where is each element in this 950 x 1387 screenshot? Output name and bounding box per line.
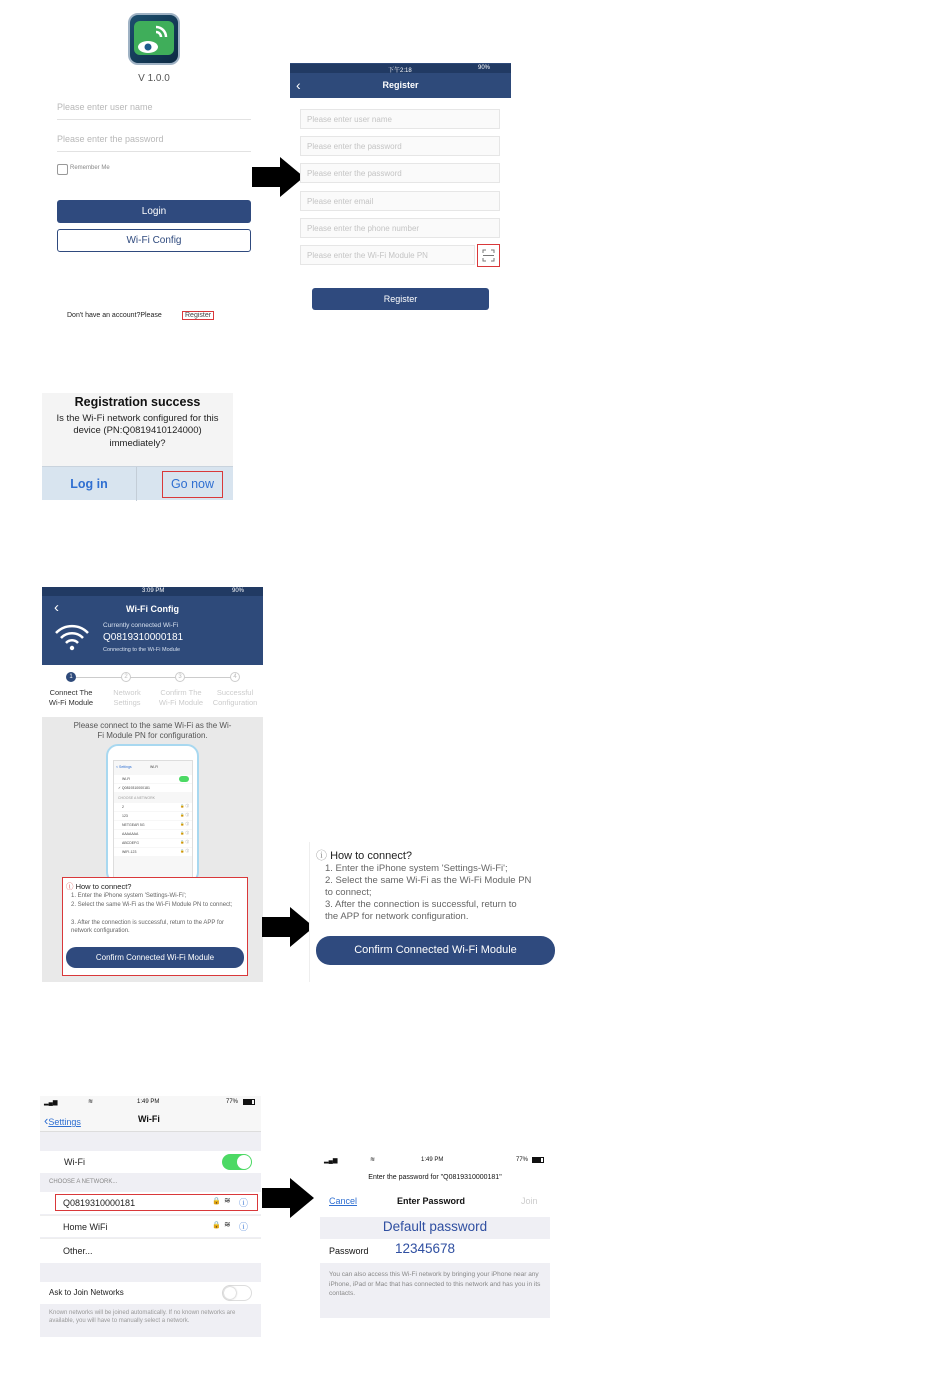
step-line (71, 677, 235, 678)
zoom-step2b: to connect; (325, 887, 372, 898)
wifi-config-header (42, 587, 263, 665)
ask-join-label: Ask to Join Networks (49, 1288, 124, 1297)
mini-signal-icon: 🔒 ⓘ (180, 804, 189, 808)
status-battery: 77% (516, 1157, 529, 1163)
back-chevron-icon: ‹ (44, 1113, 49, 1128)
register-title: Register (382, 80, 419, 90)
mini-row-text: ABCDEFG (122, 841, 139, 845)
status-time: 1:49 PM (137, 1099, 160, 1105)
wifi-toggle[interactable] (222, 1154, 252, 1170)
info-icon: ⓘ (316, 850, 327, 862)
mini-row-wifi (114, 775, 192, 783)
app-logo-icon (128, 13, 180, 65)
mini-row-net (114, 821, 192, 829)
lock-icon: 🔒 (212, 1198, 221, 1205)
register-phone-field[interactable]: Please enter the phone number (300, 218, 500, 238)
zoom-step3b: the APP for network configuration. (325, 911, 469, 922)
step-3-label-line1: Confirm The (160, 688, 202, 697)
join-button[interactable]: Join (521, 1196, 538, 1206)
mini-row-choose: CHOOSE A NETWORK (118, 796, 155, 800)
choose-network-header: CHOOSE A NETWORK... (49, 1179, 118, 1185)
password-field[interactable]: Please enter the password (57, 134, 251, 152)
how-step1: 1. Enter the iPhone system 'Settings-Wi-Fi'; (71, 893, 187, 899)
mini-signal-icon: 🔒 ⓘ (180, 822, 189, 826)
wifi-signal-icon (54, 623, 90, 651)
battery-icon (532, 1157, 544, 1163)
how-step2: 2. Select the same Wi-Fi as the Wi-Fi Module PN to connect; (71, 902, 233, 908)
status-battery: 90% (232, 588, 245, 594)
dialog-divider (136, 467, 137, 501)
status-bar (40, 1096, 261, 1108)
remember-checkbox[interactable] (57, 164, 68, 175)
password-prompt-area (320, 1167, 550, 1217)
cancel-button[interactable]: Cancel (329, 1196, 358, 1206)
mini-row-text: AAAAAAA (122, 832, 139, 836)
network-row[interactable] (40, 1215, 261, 1237)
enter-password-title: Enter Password (397, 1196, 466, 1206)
settings-back-label: Settings (48, 1117, 81, 1127)
mini-row-text: WIFI-123 (122, 850, 137, 854)
register-header (290, 63, 511, 98)
dialog-title: Registration success (74, 395, 201, 409)
wifi-config-button[interactable]: Wi-Fi Config (57, 229, 251, 252)
wifi-toggle-row (40, 1151, 261, 1173)
zoom-how-title-text: How to connect? (330, 850, 412, 862)
register-submit-button[interactable]: Register (312, 288, 489, 310)
wifi-signal-icon: ≋ (224, 1220, 231, 1229)
mini-signal-icon: 🔒 ⓘ (180, 813, 189, 817)
wifi-toggle-label: Wi-Fi (64, 1157, 85, 1167)
settings-back-link[interactable] (44, 1113, 81, 1128)
status-time: 下午2:18 (388, 68, 412, 74)
step-2-label-line2: Settings (113, 698, 141, 707)
mini-toggle-icon (179, 776, 189, 782)
password-row (320, 1239, 550, 1263)
mini-row-text: NETGEAR 5G (122, 823, 145, 827)
step-2-label-line1: Network (113, 688, 141, 697)
step-4-label (206, 688, 264, 708)
remember-label: Remember Me (70, 165, 110, 171)
zoom-how-title (316, 847, 412, 863)
info-icon: ⓘ (66, 882, 74, 891)
register-username-field[interactable]: Please enter user name (300, 109, 500, 129)
mini-row-text: 123 (122, 814, 128, 818)
ios-wifi-title: Wi-Fi (138, 1114, 160, 1124)
phone-illustration (106, 744, 199, 884)
connecting-label: Connecting to the Wi-Fi Module (103, 647, 181, 653)
mini-row-net (114, 839, 192, 847)
step-4-label-line2: Configuration (212, 698, 258, 707)
default-password-label: Default password (382, 1219, 488, 1234)
lock-icon: 🔒 (212, 1222, 221, 1229)
register-password-field[interactable]: Please enter the password (300, 136, 500, 156)
no-account-text: Don't have an account?Please (67, 312, 162, 319)
step-2-circle: 2 (121, 672, 131, 682)
step-1-circle: 1 (66, 672, 76, 682)
step-1-label (42, 688, 100, 708)
wifi-config-title: Wi-Fi Config (126, 604, 179, 614)
how-to-connect-panel (62, 877, 248, 976)
status-battery: 77% (226, 1099, 239, 1105)
scan-qr-icon[interactable] (477, 244, 500, 267)
password-field-label: Password (329, 1246, 369, 1256)
register-link[interactable]: Register (182, 311, 214, 320)
network-row[interactable] (40, 1192, 261, 1214)
wifi-status-icon: ≋ (88, 1099, 94, 1105)
dialog-message-line1: Is the Wi-Fi network configured for this (56, 413, 219, 424)
password-info-text: You can also access this Wi-Fi network by bringing your iPhone near any iPhone, iPad or Mac that has connected to this network and has you in its contacts. (329, 1271, 541, 1297)
mini-row-net (114, 830, 192, 838)
status-battery: 90% (478, 65, 491, 71)
wifi-signal-icon: ≋ (224, 1196, 231, 1205)
other-label: Other... (63, 1246, 93, 1256)
zoom-confirm-button[interactable]: Confirm Connected Wi-Fi Module (316, 936, 555, 965)
signal-icon: ▂▄▆ (44, 1100, 58, 1106)
status-bar (42, 587, 263, 596)
step-1-label-line1: Connect The (49, 688, 93, 697)
ask-join-toggle[interactable] (222, 1285, 252, 1301)
mini-wifi-title: Wi-Fi (150, 765, 159, 769)
mini-row-net (114, 803, 192, 811)
success-dialog (42, 393, 233, 500)
zoom-how-to-connect (309, 842, 555, 982)
ask-join-footer: Known networks will be joined automatically. If no known networks are available, you will have to manually select a network. (49, 1310, 236, 1324)
ask-join-row (40, 1282, 261, 1304)
dialog-buttons (42, 466, 233, 500)
login-screen (40, 8, 270, 328)
battery-icon (243, 1099, 255, 1105)
register-email-field[interactable]: Please enter email (300, 191, 500, 211)
signal-icon: ▂▄▆ (324, 1158, 338, 1164)
step-3-label-line2: Wi-Fi Module (158, 698, 204, 707)
info-circle-icon[interactable]: ⓘ (239, 1198, 249, 1208)
status-bar (290, 64, 511, 73)
password-screen (320, 1153, 550, 1318)
step-3-circle: 3 (175, 672, 185, 682)
mini-row-net (114, 848, 192, 856)
how-title-text: How to connect? (75, 882, 132, 891)
info-circle-icon[interactable]: ⓘ (239, 1222, 249, 1232)
back-chevron-icon[interactable]: ‹ (54, 599, 59, 616)
dialog-go-now-button[interactable]: Go now (162, 471, 223, 498)
dialog-message-line2: device (PN:Q0819410124000) (73, 425, 202, 436)
back-chevron-icon[interactable]: ‹ (296, 77, 301, 93)
instruction-line1: Please connect to the same Wi-Fi as the Wi- (73, 721, 232, 730)
wifi-config-screen (42, 587, 263, 982)
how-step3: 3. After the connection is successful, return to the APP for network configuration. (71, 920, 224, 934)
password-prompt: Enter the password for "Q0819310000181" (368, 1174, 502, 1181)
mini-signal-icon: 🔒 ⓘ (180, 831, 189, 835)
mini-row-text: ✓ Q0819310000181 (118, 786, 150, 790)
ios-nav-bar (40, 1108, 261, 1132)
step-4-circle: 4 (230, 672, 240, 682)
wifi-status-icon: ≋ (370, 1157, 376, 1163)
step-indicator (42, 671, 263, 711)
step-2-label (98, 688, 156, 708)
dialog-message-line3: immediately? (109, 438, 166, 449)
instruction-line2: Fi Module PN for configuration. (97, 731, 208, 740)
network-name: Home WiFi (63, 1222, 108, 1232)
network-name: Q0819310000181 (63, 1198, 136, 1208)
username-field[interactable]: Please enter user name (57, 102, 251, 120)
password-input[interactable]: 12345678 (395, 1241, 456, 1256)
instruction-area (42, 717, 263, 982)
zoom-step2a: 2. Select the same Wi-Fi as the Wi-Fi Module PN (325, 875, 532, 886)
register-confirm-password-field[interactable]: Please enter the password (300, 163, 500, 183)
arrow-right-icon (262, 907, 314, 947)
how-title (66, 881, 131, 892)
mini-signal-icon: 🔒 ⓘ (180, 849, 189, 853)
login-button[interactable]: Login (57, 200, 251, 223)
step-3-label (152, 688, 210, 708)
zoom-step3a: 3. After the connection is successful, return to (325, 899, 517, 910)
other-network-row[interactable] (40, 1238, 261, 1263)
dialog-login-button[interactable]: Log in (70, 477, 108, 491)
mini-signal-icon: 🔒 ⓘ (180, 840, 189, 844)
mini-row-text: 2 (122, 805, 124, 809)
status-time: 1:49 PM (421, 1157, 444, 1163)
zoom-step1: 1. Enter the iPhone system 'Settings-Wi-Fi'; (325, 863, 508, 874)
step-4-label-line1: Successful (216, 688, 254, 697)
confirm-connected-button[interactable]: Confirm Connected Wi-Fi Module (66, 947, 244, 968)
step-1-label-line2: Wi-Fi Module (48, 698, 94, 707)
status-bar (320, 1153, 550, 1167)
arrow-right-icon (262, 1178, 314, 1218)
status-time: 3:09 PM (142, 588, 165, 594)
ios-wifi-screen (40, 1096, 261, 1337)
register-pn-field[interactable]: Please enter the Wi-Fi Module PN (300, 245, 475, 265)
app-version: V 1.0.0 (138, 73, 170, 84)
mini-phone-screen (113, 760, 193, 884)
connected-label: Currently connected Wi-Fi (103, 622, 179, 629)
arrow-right-icon (252, 157, 304, 197)
mini-row-text: Wi-Fi (122, 777, 131, 781)
mini-row-connected (114, 784, 192, 792)
mini-row-net (114, 812, 192, 820)
mini-settings-label: < Settings (116, 765, 132, 769)
connected-ssid: Q0819310000181 (103, 632, 184, 643)
